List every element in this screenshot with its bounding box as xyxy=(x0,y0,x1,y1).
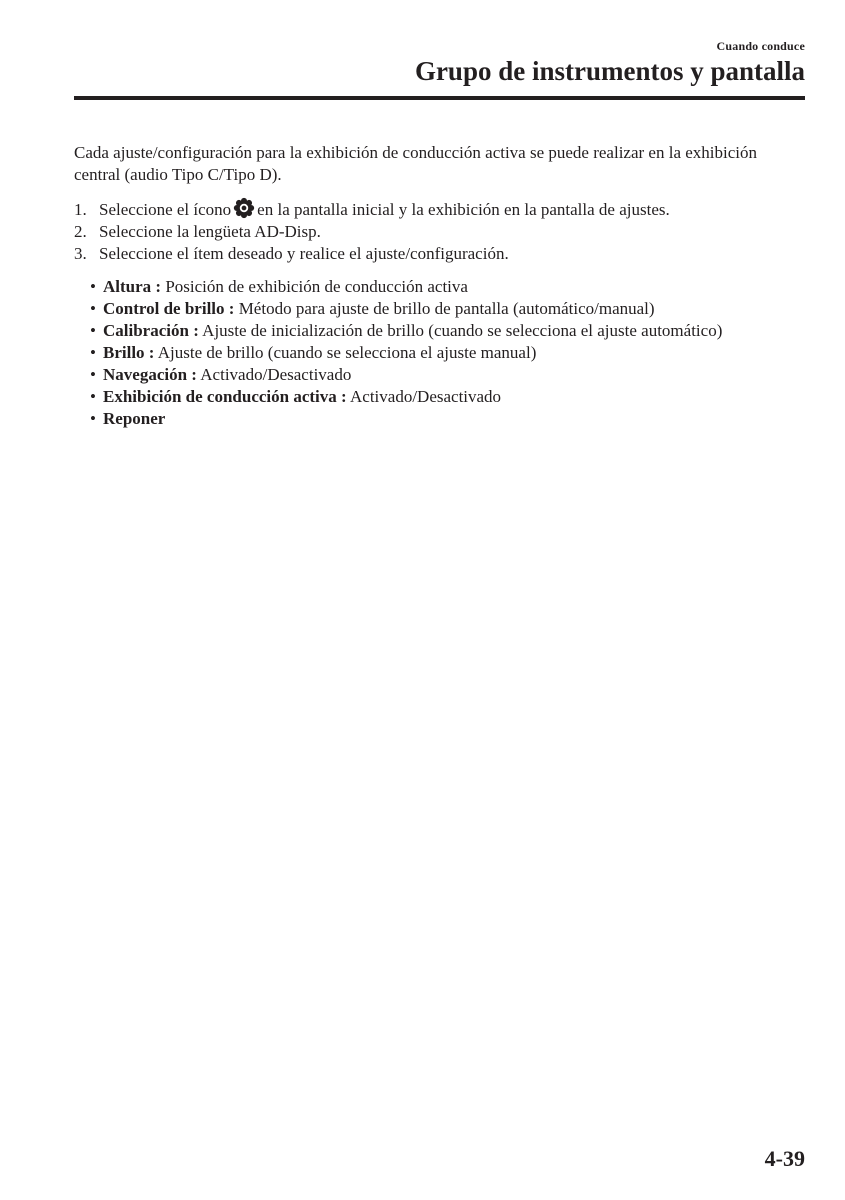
list-item-term: Navegación : xyxy=(103,365,197,384)
step-text: Seleccione el ítem deseado y realice el ajuste/configuración. xyxy=(99,244,509,263)
list-item-term: Brillo : xyxy=(103,343,155,362)
step-item xyxy=(74,197,805,221)
list-item-text xyxy=(103,320,722,342)
step-number: 2. xyxy=(74,222,87,241)
list-item-desc: Activado/Desactivado xyxy=(200,365,352,384)
steps-list xyxy=(74,197,805,265)
step-item xyxy=(74,243,805,265)
step-text: Seleccione la lengüeta AD-Disp. xyxy=(99,222,321,241)
step-text-before: Seleccione el ícono xyxy=(99,200,232,219)
page-title: Grupo de instrumentos y pantalla xyxy=(414,56,805,86)
list-item xyxy=(90,276,805,298)
list-item-term: Control de brillo : xyxy=(103,299,235,318)
step-number: 1. xyxy=(74,200,87,219)
list-item-desc: Ajuste de inicialización de brillo (cuando se selecciona el ajuste automático) xyxy=(202,321,723,340)
list-item-desc: Posición de exhibición de conducción activa xyxy=(165,277,468,296)
list-item-desc: Activado/Desactivado xyxy=(350,387,502,406)
main-content xyxy=(74,142,805,430)
step-number: 3. xyxy=(74,244,87,263)
bullet-symbol: • xyxy=(90,343,96,362)
list-item-text xyxy=(103,364,351,386)
bullet-symbol: • xyxy=(90,277,96,296)
list-item-desc: Ajuste de brillo (cuando se selecciona el ajuste manual) xyxy=(157,343,537,362)
step-text-after: en la pantalla inicial y la exhibición en la pantalla de ajustes. xyxy=(257,200,670,219)
section-label: Cuando conduce xyxy=(716,39,805,53)
gear-icon xyxy=(233,197,255,219)
list-item-text xyxy=(103,342,536,364)
list-item-term: Reponer xyxy=(103,409,166,428)
bullet-symbol: • xyxy=(90,299,96,318)
list-item xyxy=(90,408,805,430)
bullet-symbol: • xyxy=(90,321,96,340)
list-item-text xyxy=(103,386,501,408)
settings-list xyxy=(74,276,805,430)
bullet-symbol: • xyxy=(90,387,96,406)
list-item-term: Calibración : xyxy=(103,321,199,340)
list-item-term: Altura : xyxy=(103,277,162,296)
list-item-desc: Método para ajuste de brillo de pantalla (automático/manual) xyxy=(238,299,655,318)
list-item-text xyxy=(103,408,165,430)
title-divider xyxy=(74,96,805,100)
intro-paragraph: Cada ajuste/configuración para la exhibición de conducción activa se puede realizar en la exhibición central (audio Tipo C/Tipo D). xyxy=(74,143,758,184)
list-item xyxy=(90,298,805,320)
page-number: 4-39 xyxy=(764,1146,805,1171)
step-item xyxy=(74,221,805,243)
list-item xyxy=(90,364,805,386)
list-item xyxy=(90,342,805,364)
list-item xyxy=(90,320,805,342)
list-item xyxy=(90,386,805,408)
bullet-symbol: • xyxy=(90,409,96,428)
bullet-symbol: • xyxy=(90,365,96,384)
list-item-text xyxy=(103,276,468,298)
list-item-term: Exhibición de conducción activa : xyxy=(103,387,347,406)
list-item-text xyxy=(103,298,655,320)
step-text xyxy=(99,197,670,221)
